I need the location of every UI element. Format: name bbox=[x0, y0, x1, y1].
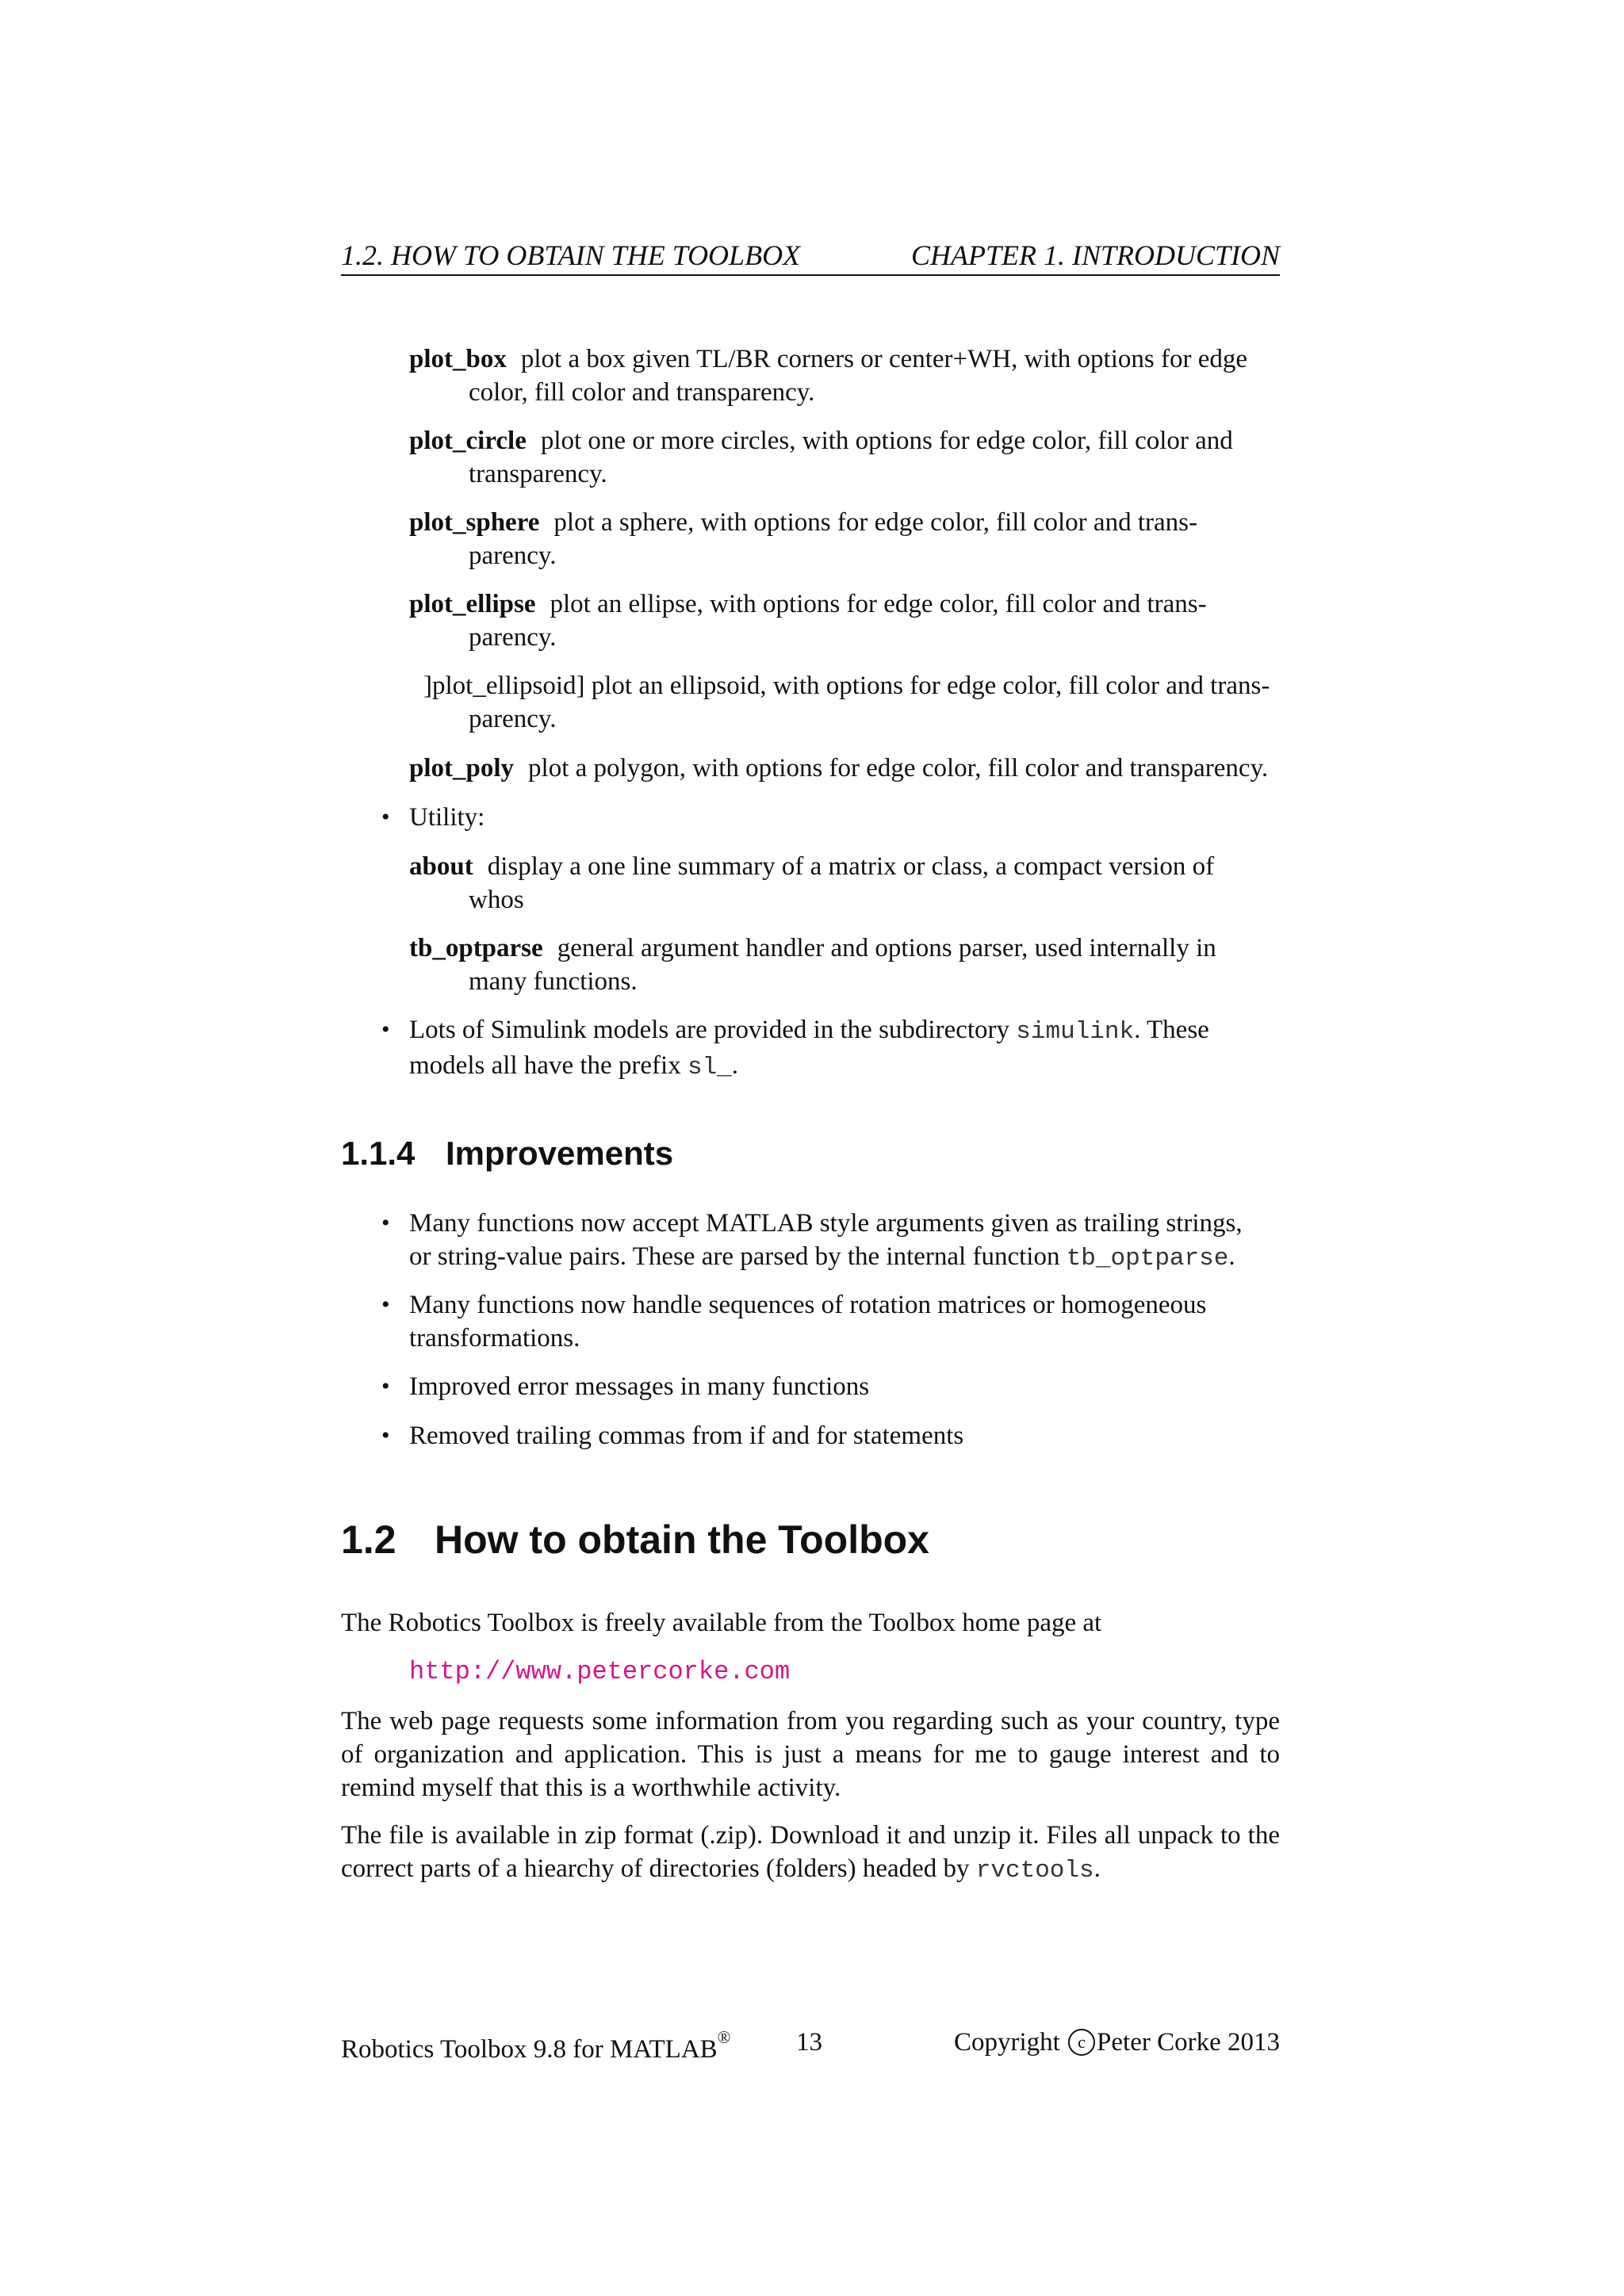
paragraph-intro: The Robotics Toolbox is freely available from the Toolbox home page at bbox=[341, 1609, 1102, 1637]
footer-copyright bbox=[954, 2026, 1280, 2059]
bullet-dot: • bbox=[381, 1292, 390, 1318]
section-title: How to obtain the Toolbox bbox=[435, 1517, 929, 1562]
section-heading-improvements bbox=[341, 1134, 673, 1173]
copyright-holder: Peter Corke 2013 bbox=[1097, 2028, 1280, 2057]
code-rvctools: rvctools bbox=[975, 1857, 1094, 1885]
paragraph-download bbox=[341, 1819, 1280, 1888]
entry-plot-circle bbox=[409, 424, 1280, 491]
entry-plot-sphere bbox=[409, 506, 1280, 572]
entry-desc: general argument handler and options parser, used internally in bbox=[557, 934, 1216, 962]
entry-plot-poly bbox=[409, 752, 1280, 785]
bullet-text: Many functions now accept MATLAB style arguments given as trailing strings, bbox=[409, 1209, 1243, 1238]
entry-term: tb_optparse bbox=[409, 934, 543, 962]
section-title: Improvements bbox=[446, 1135, 674, 1172]
entry-term: plot_ellipse bbox=[409, 590, 536, 618]
page-number: 13 bbox=[796, 2028, 822, 2057]
paragraph-text-end: . bbox=[1094, 1854, 1101, 1883]
footer-title bbox=[341, 2026, 730, 2066]
entry-desc: display a one line summary of a matrix or class, a compact version of bbox=[487, 852, 1215, 881]
entry-term: about bbox=[409, 852, 473, 881]
entry-desc-cont: transparency. bbox=[469, 460, 607, 488]
bullet-improvement-4 bbox=[381, 1419, 1280, 1452]
bullet-text-line2: models all have the prefix bbox=[409, 1051, 688, 1080]
bullet-text: Many functions now handle sequences of rotation matrices or homogeneous bbox=[409, 1291, 1207, 1319]
bullet-text-end: . These bbox=[1134, 1016, 1209, 1044]
entry-plot-ellipse bbox=[409, 587, 1280, 654]
entry-desc: plot an ellipse, with options for edge color, fill color and trans- bbox=[550, 590, 1207, 618]
bullet-text-line2: transformations. bbox=[409, 1324, 580, 1353]
page-footer bbox=[341, 2026, 1280, 2073]
entry-desc-cont: many functions. bbox=[469, 967, 638, 996]
bullet-improvement-2 bbox=[381, 1288, 1280, 1355]
entry-about bbox=[409, 850, 1280, 916]
bullet-improvement-1 bbox=[381, 1207, 1280, 1276]
copyright-label: Copyright bbox=[953, 2028, 1067, 2057]
entry-desc-cont: color, fill color and transparency. bbox=[469, 378, 815, 407]
bullet-dot: • bbox=[381, 1210, 390, 1236]
entry-desc-cont: whos bbox=[469, 886, 524, 914]
bullet-text: Lots of Simulink models are provided in the subdirectory bbox=[409, 1016, 1017, 1044]
entry-desc: plot a polygon, with options for edge color, fill color and transparency. bbox=[528, 754, 1269, 783]
code-simulink: simulink bbox=[1016, 1018, 1135, 1046]
bullet-dot: • bbox=[381, 1422, 390, 1448]
entry-desc: plot one or more circles, with options for edge color, fill color and bbox=[540, 427, 1233, 455]
bullet-improvement-3 bbox=[381, 1370, 1280, 1403]
bullet-text-line2: or string-value pairs. These are parsed by the internal function bbox=[409, 1242, 1067, 1271]
copyright-symbol: c bbox=[1068, 2029, 1095, 2056]
bullet-text: Removed trailing commas from if and for statements bbox=[409, 1422, 964, 1450]
bullet-utility bbox=[381, 801, 1280, 834]
section-number: 1.1.4 bbox=[341, 1135, 416, 1172]
header-section-title: 1.2. HOW TO OBTAIN THE TOOLBOX bbox=[341, 239, 801, 271]
entry-tb-optparse bbox=[409, 932, 1280, 998]
entry-desc: plot a sphere, with options for edge color, fill color and trans- bbox=[553, 508, 1197, 537]
section-heading-obtain-toolbox bbox=[341, 1516, 929, 1563]
entry-term: plot_sphere bbox=[409, 508, 540, 537]
bullet-text-line2-end: . bbox=[1228, 1242, 1235, 1271]
entry-term: plot_box bbox=[409, 345, 507, 373]
bullet-text: Utility: bbox=[409, 803, 485, 832]
bullet-dot: • bbox=[381, 1373, 390, 1399]
bullet-text: Improved error messages in many functions bbox=[409, 1372, 870, 1401]
bullet-dot: • bbox=[381, 804, 390, 830]
entry-term: plot_poly bbox=[409, 754, 515, 783]
entry-desc-cont: parency. bbox=[469, 705, 557, 733]
entry-desc: plot a box given TL/BR corners or center+WH, with options for edge bbox=[520, 345, 1247, 373]
entry-desc: ]plot_ellipsoid] plot an ellipsoid, with options for edge color, fill color and trans- bbox=[423, 672, 1270, 700]
entry-plot-ellipsoid bbox=[423, 669, 1280, 736]
section-number: 1.2 bbox=[341, 1517, 396, 1562]
code-prefix: sl_ bbox=[687, 1054, 732, 1081]
registered-mark: ® bbox=[717, 2027, 731, 2047]
bullet-text-line2-end: . bbox=[731, 1051, 739, 1080]
header-chapter-title: CHAPTER 1. INTRODUCTION bbox=[910, 239, 1280, 271]
running-header bbox=[341, 238, 1280, 276]
entry-desc-cont: parency. bbox=[469, 541, 557, 570]
bullet-dot: • bbox=[381, 1016, 390, 1043]
code-tb-optparse: tb_optparse bbox=[1066, 1245, 1229, 1272]
homepage-link[interactable]: http://www.petercorke.com bbox=[409, 1657, 791, 1686]
entry-plot-box bbox=[409, 342, 1280, 409]
entry-term: plot_circle bbox=[409, 427, 527, 455]
footer-title-text: Robotics Toolbox 9.8 for MATLAB bbox=[341, 2035, 718, 2064]
paragraph-text: The file is available in zip format (.zip). Download it and unzip it. Files all unpack to the correct parts of a hiearchy of directories (folders) headed by bbox=[341, 1821, 1280, 1883]
bullet-simulink bbox=[381, 1013, 1280, 1085]
entry-desc-cont: parency. bbox=[469, 623, 557, 652]
paragraph-web-page: The web page requests some information from you regarding such as your country, type of organization and application. This is just a means for me to gauge interest and to remind myself that this is a worthwhile activity. bbox=[341, 1707, 1280, 1802]
